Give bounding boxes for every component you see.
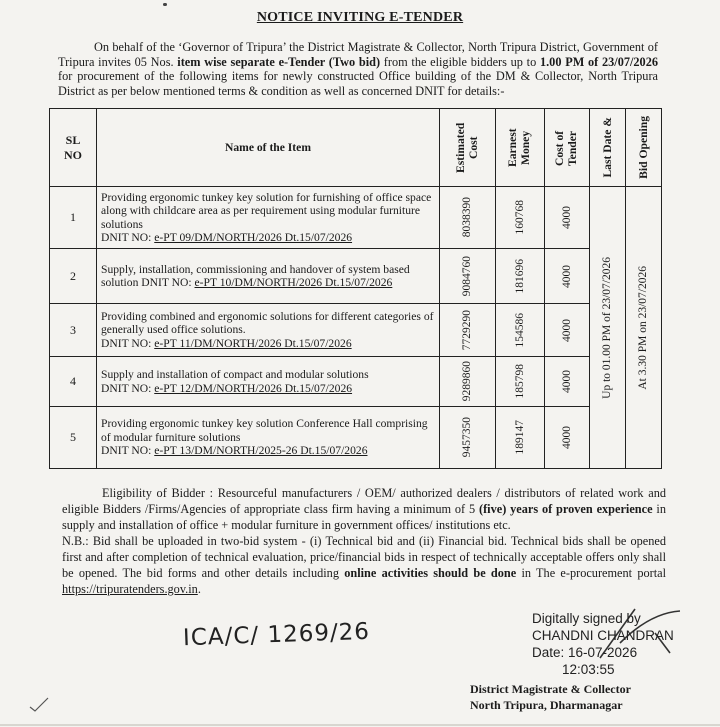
intro-text-2: from the eligible bidders up to — [383, 54, 537, 69]
items-table — [49, 108, 662, 469]
dnit-number: e-PT 09/DM/NORTH/2026 Dt.15/07/2026 — [154, 231, 353, 244]
row-sl: 2 — [50, 249, 97, 304]
header-cost-of-tender: Cost of Tender — [545, 109, 590, 187]
row-description: Providing combined and ergonomic solutions for different categories of generally used office solutions. DNIT NO: e-PT 11/DM/NORTH/2026 Dt.15/07/2026 — [97, 304, 440, 357]
page-edge — [0, 724, 720, 726]
authority-location: North Tripura, Dharmanagar — [470, 698, 623, 712]
row-description: Supply and installation of compact and modular solutions DNIT NO: e-PT 12/DM/NORTH/2026 Dt.15/07/2026 — [97, 357, 440, 407]
row-estimated-cost: 9289860 — [440, 357, 496, 407]
header-bid-opening: Bid Opening — [626, 109, 662, 187]
last-date-cell: Up to 01.00 PM of 23/07/2026 — [590, 187, 626, 469]
row-cost-of-tender: 4000 — [545, 357, 590, 407]
row-description: Providing ergonomic tunkey key solution for furnishing of office space along with childcare area as per requirement using modular furniture solutions DNIT NO: e-PT 09/DM/NORTH/2026 Dt.15/07/2026 — [97, 187, 440, 249]
scan-speck — [163, 3, 167, 6]
table-row — [50, 357, 662, 407]
eligibility-bold: (five) years of proven experience — [478, 502, 653, 516]
header-sl-no: SL NO — [50, 109, 97, 187]
header-estimated-cost: Estimated Cost — [440, 109, 496, 187]
table-row — [50, 249, 662, 304]
intro-bold-1: item wise separate e-Tender (Two bid) — [177, 54, 381, 69]
conditions-section — [62, 485, 666, 597]
dnit-number: e-PT 13/DM/NORTH/2025-26 Dt.15/07/2026 — [154, 444, 368, 458]
signature-time: 12:03:55 — [562, 662, 615, 677]
table-row — [50, 407, 662, 469]
row-description: Supply, installation, commissioning and handover of system based solution DNIT NO: e-PT 10/DM/NORTH/2026 Dt.15/07/2026 — [97, 249, 440, 304]
row-estimated-cost: 9084760 — [440, 249, 496, 304]
row-earnest-money: 154586 — [496, 304, 545, 357]
row-cost-of-tender: 4000 — [545, 304, 590, 357]
row-estimated-cost: 9457350 — [440, 407, 496, 469]
intro-bold-2: 1.00 PM of 23/07/2026 — [539, 54, 658, 69]
handwritten-reference: ICA/C/ 1269/26 — [182, 618, 371, 652]
dnit-number: e-PT 10/DM/NORTH/2026 Dt.15/07/2026 — [194, 276, 393, 289]
row-estimated-cost: 8038390 — [440, 187, 496, 249]
row-earnest-money: 185798 — [496, 357, 545, 407]
row-cost-of-tender: 4000 — [545, 407, 590, 469]
authority-designation: District Magistrate & Collector — [470, 682, 631, 696]
intro-text-1: On behalf of the ‘Governor of Tripura’ the District Magistrate & Collector, North Tripura District, Government of Tripura invites 05 Nos. — [58, 40, 658, 69]
nb-bold: online activities should be done — [344, 566, 517, 580]
row-estimated-cost: 7729290 — [440, 304, 496, 357]
row-earnest-money: 160768 — [496, 187, 545, 249]
row-sl: 3 — [50, 304, 97, 357]
row-cost-of-tender: 4000 — [545, 187, 590, 249]
bid-opening-cell: At 3.30 PM on 23/07/2026 — [626, 187, 662, 469]
header-last-date: Last Date & — [590, 109, 626, 187]
eprocurement-link[interactable]: https://tripuratenders.gov.in — [62, 582, 198, 596]
signature-line-1: Digitally signed by — [532, 611, 641, 626]
row-sl: 4 — [50, 357, 97, 407]
notice-title: NOTICE INVITING E-TENDER — [256, 10, 464, 25]
dnit-number: e-PT 11/DM/NORTH/2026 Dt.15/07/2026 — [154, 336, 352, 350]
row-cost-of-tender: 4000 — [545, 249, 590, 304]
header-name-of-item: Name of the Item — [97, 109, 440, 187]
intro-paragraph — [58, 40, 658, 98]
row-sl: 1 — [50, 187, 97, 249]
row-sl: 5 — [50, 407, 97, 469]
issuing-authority — [470, 681, 690, 713]
header-earnest-money: Earnest Money — [496, 109, 545, 187]
table-row — [50, 304, 662, 357]
checkmark-icon — [28, 695, 50, 713]
table-header-row — [50, 109, 662, 187]
nb-paragraph: N.B.: Bid shall be uploaded in two-bid system - (i) Technical bid and (ii) Financial bid. Technical bids shall be opened first and after completion of technical evaluation, price/financial bids in respect of technically acceptable offers only shall be opened. The bid forms and other details including online activities should be done in The e-procurement portal https://tripuratenders.gov.in. — [62, 534, 667, 596]
digital-signature-block — [532, 610, 702, 678]
row-description: Providing ergonomic tunkey key solution Conference Hall comprising of modular furniture solutions DNIT NO: e-PT 13/DM/NORTH/2025-26 Dt.15/07/2026 — [97, 407, 440, 469]
table-row — [50, 187, 662, 249]
dnit-number: e-PT 12/DM/NORTH/2026 Dt.15/07/2026 — [154, 381, 353, 395]
eligibility-paragraph: Eligibility of Bidder : Resourceful manufacturers / OEM/ authorized dealers / distributors of related work and eligible Bidders /Firms/Agencies of appropriate class firm having a minimum of 5 (five) years of proven experience in supply and installation of office + modular furniture in government offices/ institutions etc. — [62, 486, 666, 532]
row-earnest-money: 181696 — [496, 249, 545, 304]
eligibility-label: Eligibility of Bidder : — [102, 486, 214, 500]
row-earnest-money: 189147 — [496, 407, 545, 469]
signature-date: Date: 16-07-2026 — [532, 645, 638, 660]
signer-name: CHANDNI CHANDRAN — [532, 628, 674, 643]
intro-text-3: for procurement of the following items for newly constructed Office building of the DM & Collector, North Tripura District as per below mentioned terms & condition as well as concerned DNIT for details:- — [58, 69, 658, 98]
